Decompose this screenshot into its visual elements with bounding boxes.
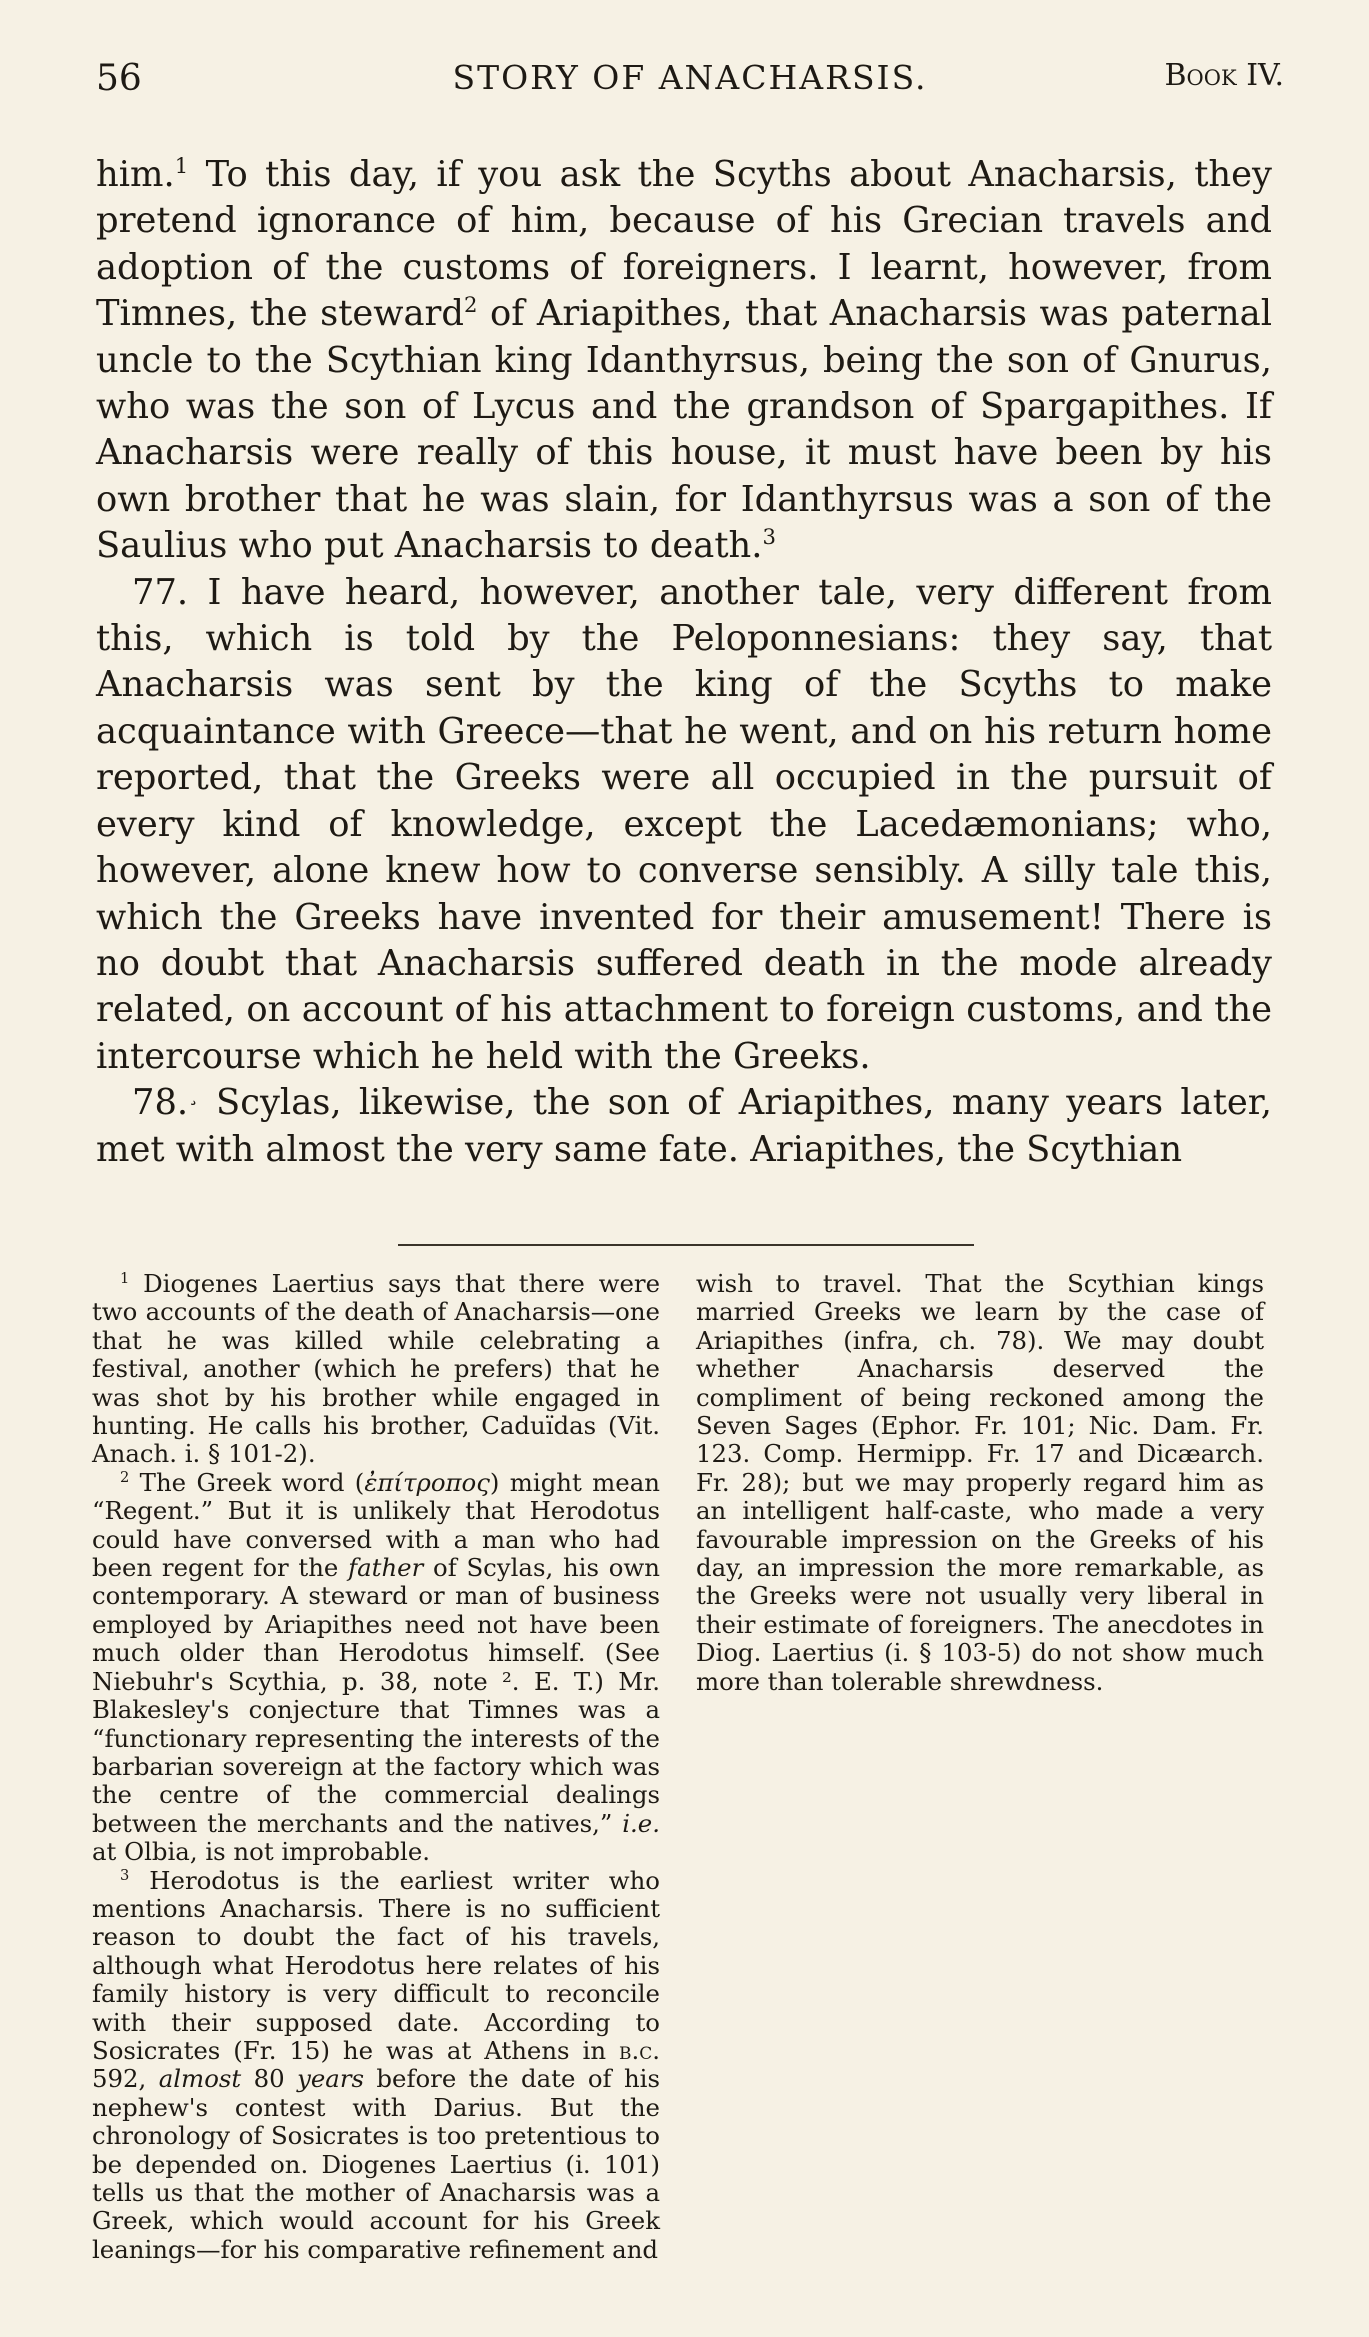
footnote-3: wish to travel. That the Scythian kings married Greeks we learn by the case of Ariapithes (infra, ch. 78). We may doubt whether Anacharsis deserved the compliment of being reckoned among the Seven Sages (Ephor. Fr. 101; Nic. Dam. Fr. 123. Comp. Hermipp. Fr. 17 and Dicæarch. Fr. 28); but we may properly regard him as an intelligent half-caste, who made a very favourable impression on the Greeks of his day, an impression the more remarkable, as the Greeks were not usually very liberal in their estimate of foreigners. The anecdotes in Diog. Laertius (i. § 103-5) do not show much more than tolerable shrewdness. <box>696 1269 1264 1696</box>
paragraph-77: 77. I have heard, however, another tale, very different from this, which is told by the Peloponnesians: they say, that Anacharsis was sent by the king of the Scyths to make acquaintance with Greece—that he went, and on his return home reported, that the Greeks were all occupied in the pursuit of every kind of knowledge, except the Lacedæmonians; who, however, alone knew how to converse sensibly. A silly tale this, which the Greeks have invented for their amusement! There is no doubt that Anacharsis suffered death in the mode already related, on account of his attachment to foreign customs, and the intercourse which he held with the Greeks. <box>96 571 1272 1077</box>
running-title: STORY OF ANACHARSIS. <box>452 58 928 97</box>
footnote-2: $^2$ The Greek word (ἐπίτροπος) might mean “Regent.” But it is unlikely that Herodotus could have conversed with a man who had been regent for the father of Scylas, his own contemporary. A steward or man of business employed by Ariapithes need not have been much older than Herodotus himself. (See Niebuhr's Scythia, p. 38, note ². E. T.) Mr. Blakesley's conjecture that Timnes was a “functionary representing the interests of the barbarian sovereign at the factory which was the centre of the commercial dealings between the merchants and the natives,” i.e. at Olbia, is not improbable. <box>92 1467 660 1867</box>
footnotes <box>92 1270 1272 2290</box>
footnote-ref-2: 2 <box>464 292 478 318</box>
footnote-mark-1: 1 <box>120 1269 130 1287</box>
greek-word: ἐπίτροπος <box>364 1467 490 1497</box>
footnote-ref-1: 1 <box>174 153 189 179</box>
book-label: Book IV. <box>1164 58 1284 93</box>
footnote-column-right <box>696 1270 1264 1696</box>
running-header <box>96 58 1284 114</box>
paragraph-78-start: 78.¸ Scylas, likewise, the son of Ariapithes, many years later, met with almost the very same fate. Ariapithes, the Scythian <box>96 1081 1272 1170</box>
page-number: 56 <box>96 58 142 99</box>
footnote-3-start: $^3$ Herodotus is the earliest writer who mentions Anacharsis. There is no sufficient reason to doubt the fact of his travels, although what Herodotus here relates of his family history is very difficult to reconcile with their supposed date. According to Sosicrates (Fr. 15) he was at Athens in b.c. 592, almost 80 years before the date of his nephew's contest with Darius. But the chronology of Sosicrates is too pretentious to be depended on. Diogenes Laertius (i. 101) tells us that the mother of Anacharsis was a Greek, which would account for his Greek leanings—for his comparative refinement and <box>92 1865 660 2264</box>
footnote-divider <box>398 1244 974 1246</box>
footnote-1: $^1$ Diogenes Laertius says that there were two accounts of the death of Anacharsis—one that he was killed while celebrating a festival, another (which he prefers) that he was shot by his brother while engaged in hunting. He calls his brother, Caduïdas (Vit. Anach. i. § 101-2). <box>92 1269 660 1469</box>
footnote-column-left <box>92 1270 660 2264</box>
main-text <box>96 152 1272 1173</box>
paragraph-76-end: him.$^1$ To this day, if you ask the Scyths about Anacharsis, they pretend ignorance of him, because of his Grecian travels and adoption of the customs of foreigners. I learnt, however, from Timnes, the steward$^2$ of Ariapithes, that Anacharsis was paternal uncle to the Scythian king Idanthyrsus, being the son of Gnurus, who was the son of Lycus and the grandson of Spargapithes. If Anacharsis were really of this house, it must have been by his own brother that he was slain, for Idanthyrsus was a son of the Saulius who put Anacharsis to death.$^3$ <box>96 153 1272 567</box>
footnote-mark-2: 2 <box>120 1468 130 1486</box>
section-number: 78. <box>132 1082 189 1124</box>
footnote-ref-3: 3 <box>762 524 776 550</box>
footnote-mark-3: 3 <box>120 1866 130 1884</box>
stray-mark: ¸ <box>188 1081 199 1107</box>
